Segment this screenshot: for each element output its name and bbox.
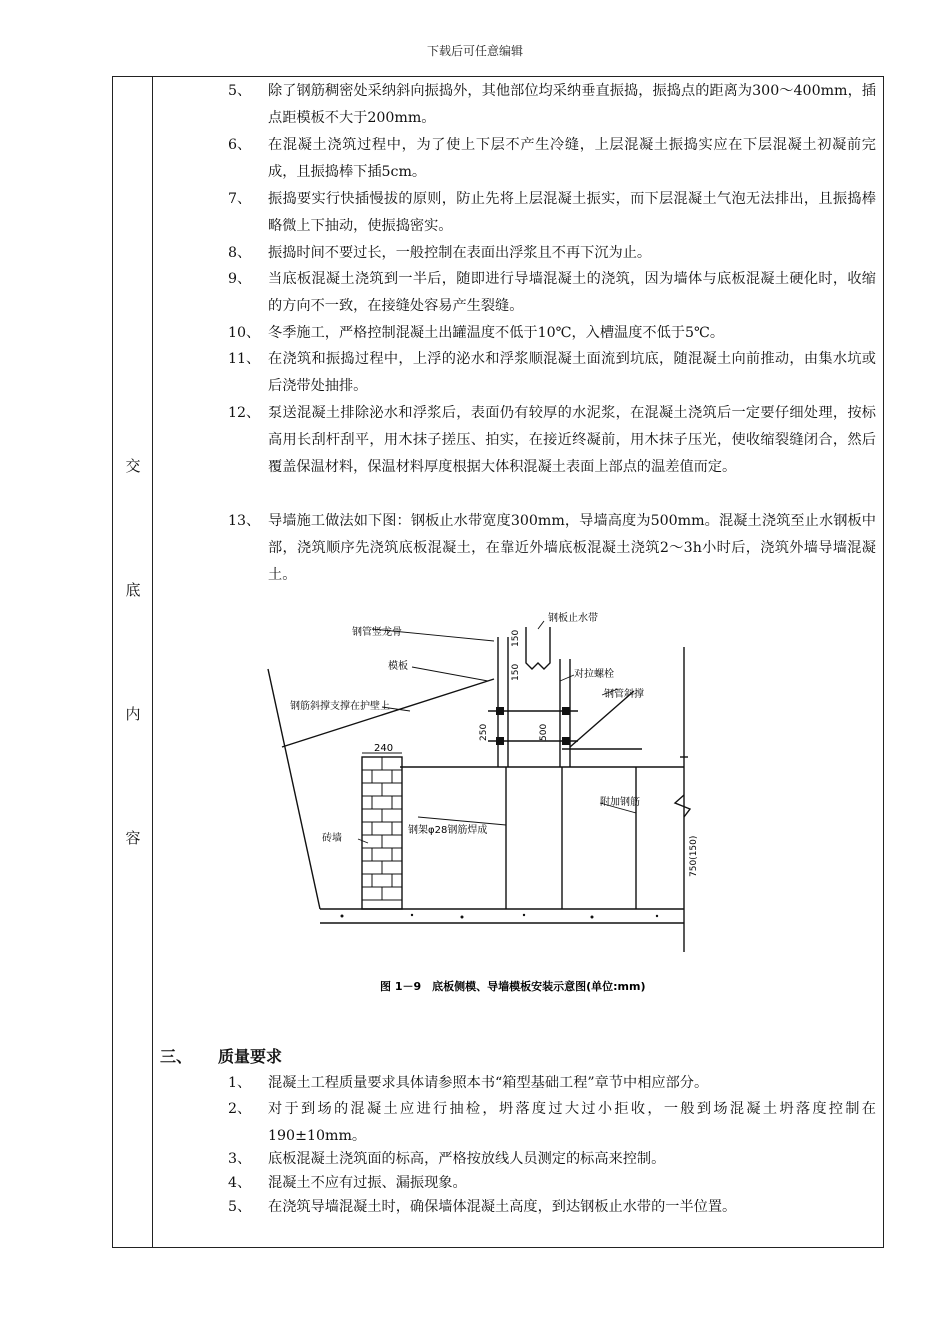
- item-number: 6、: [228, 137, 252, 153]
- label-rebar-frame: 钢架φ28钢筋焊成: [408, 825, 488, 836]
- item-number: 1、: [228, 1075, 252, 1091]
- item-text: 对于到场的混凝土应进行抽检，坍落度过大过小拒收，一般到场混凝土坍落度控制在190±10mm。: [268, 1101, 876, 1144]
- item-number: 5、: [228, 1199, 252, 1215]
- item-text: 混凝土不应有过振、漏振现象。: [268, 1175, 467, 1191]
- item-text: 振捣时间不要过长，一般控制在表面出浮浆且不再下沉为止。: [268, 245, 652, 261]
- section-title: 质量要求: [218, 1047, 283, 1066]
- item-number: 13、: [228, 513, 261, 529]
- side-label-char: 交: [125, 457, 141, 475]
- side-label-char: 容: [125, 829, 141, 847]
- item-text: 当底板混凝土浇筑到一半后，随即进行导墙混凝土的浇筑，因为墙体与底板混凝土硬化时，收缩的方向不一致，在接缝处容易产生裂缝。: [268, 271, 876, 314]
- item-number: 11、: [228, 351, 261, 367]
- side-label-char: 底: [125, 581, 141, 599]
- section-number: 三、: [160, 1047, 193, 1066]
- item-number: 7、: [228, 191, 252, 207]
- item-text: 在混凝土浇筑过程中，为了使上下层不产生冷缝，上层混凝土振捣实应在下层混凝土初凝前完成，且振捣棒下插5cm。: [268, 137, 876, 180]
- item-text: 泵送混凝土排除泌水和浮浆后，表面仍有较厚的水泥浆，在混凝土浇筑后一定要仔细处理，按标高用长刮杆刮平，用木抹子搓压、拍实，在接近终凝前，用木抹子压光，使收缩裂缝闭合，然后覆盖保温材料，保温材料厚度根据大体积混凝土表面上部点的温差值而定。: [268, 405, 876, 475]
- item-text: 混凝土工程质量要求具体请参照本书“箱型基础工程”章节中相应部分。: [268, 1075, 709, 1091]
- item-text: 导墙施工做法如下图：钢板止水带宽度300mm，导墙高度为500mm。混凝土浇筑至止水钢板中部，浇筑顺序先浇筑底板混凝土，在靠近外墙底板混凝土浇筑2～3h小时后，浇筑外墙导墙混凝土。: [268, 513, 876, 583]
- side-label-column: [113, 77, 153, 1247]
- label-steel-pipe-keel: 钢管竖龙骨: [352, 627, 402, 638]
- item-number: 8、: [228, 245, 252, 261]
- item-text: 冬季施工，严格控制混凝土出罐温度不低于10℃，入槽温度不低于5℃。: [268, 325, 725, 341]
- formwork-diagram: [262, 607, 702, 1002]
- dim-750: 750(150): [689, 835, 699, 877]
- item-number: 2、: [228, 1101, 252, 1117]
- label-formwork: 模板: [388, 661, 408, 672]
- item-number: 3、: [228, 1151, 252, 1167]
- label-tie-bolt: 对拉螺栓: [574, 669, 614, 680]
- item-number: 4、: [228, 1175, 252, 1191]
- item-number: 5、: [228, 83, 252, 99]
- label-steel-pipe-brace: 钢管斜撑: [604, 689, 644, 700]
- dim-250: 250: [479, 723, 489, 741]
- item-number: 9、: [228, 271, 252, 287]
- item-text: 振捣要实行快插慢拔的原则，防止先将上层混凝土振实，而下层混凝土气泡无法排出，且振捣棒略微上下抽动，使振捣密实。: [268, 191, 876, 234]
- item-text: 除了钢筋稠密处采纳斜向振捣外，其他部位均采纳垂直振捣，振捣点的距离为300～400mm，插点距模板不大于200mm。: [268, 83, 876, 126]
- label-extra-rebar: 附加钢筋: [600, 797, 640, 808]
- item-text: 底板混凝土浇筑面的标高，严格按放线人员测定的标高来控制。: [268, 1151, 666, 1167]
- page-header: 下载后可任意编辑: [426, 44, 523, 58]
- figure-caption: 图 1－9 底板侧模、导墙模板安装示意图(单位:mm): [380, 980, 646, 993]
- dim-150-lower: 150: [511, 663, 521, 681]
- item-text: 在浇筑和振捣过程中，上浮的泌水和浮浆顺混凝土面流到坑底，随混凝土向前推动，由集水坑或后浇带处抽排。: [268, 351, 876, 394]
- label-rebar-brace: 钢筋斜撑支撑在护壁上: [290, 701, 390, 712]
- dim-500: 500: [539, 723, 549, 741]
- dim-150-upper: 150: [511, 629, 521, 647]
- label-brick-wall: 砖墙: [322, 833, 342, 844]
- item-number: 10、: [228, 325, 261, 341]
- item-text: 在浇筑导墙混凝土时，确保墙体混凝土高度，到达钢板止水带的一半位置。: [268, 1199, 737, 1215]
- side-label-char: 内: [125, 705, 141, 723]
- label-steel-waterstop: 钢板止水带: [548, 613, 598, 624]
- item-number: 12、: [228, 405, 261, 421]
- dim-240: 240: [374, 743, 394, 754]
